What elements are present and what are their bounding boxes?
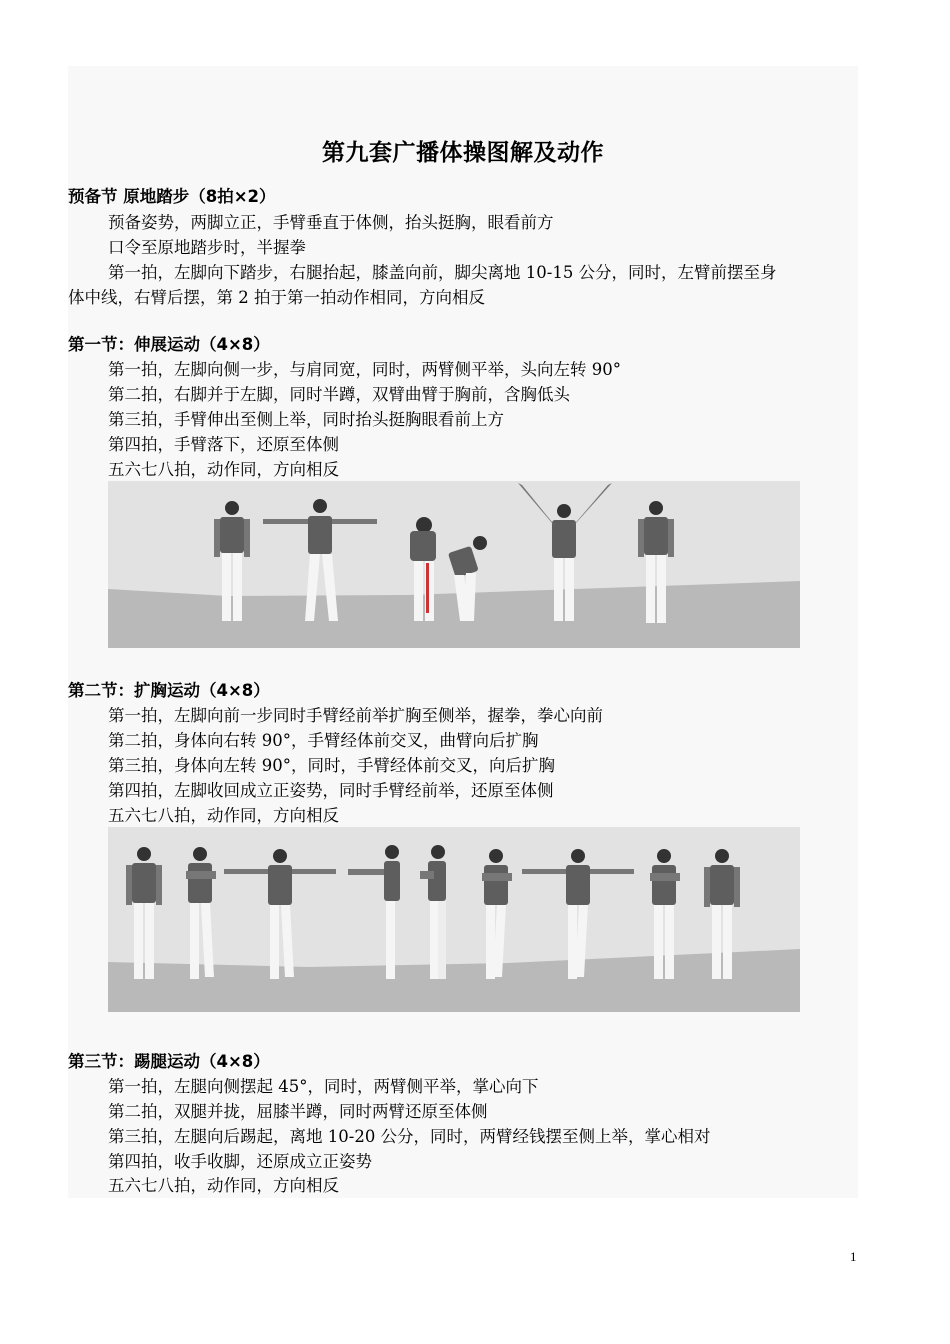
section-heading-warmup: 预备节 原地踏步（8拍×2） [68, 187, 276, 206]
paragraph-line: 第一拍，左脚向前一步同时手臂经前举扩胸至侧举，握拳，拳心向前 [108, 706, 603, 725]
paragraph-line: 口令至原地踏步时，半握拳 [108, 238, 306, 257]
paragraph-line: 第四拍，左脚收回成立正姿势，同时手臂经前举，还原至体侧 [108, 781, 554, 800]
paragraph-line: 第二拍，右脚并于左脚，同时半蹲，双臂曲臂于胸前，含胸低头 [108, 385, 570, 404]
section-heading-kick: 第三节：踢腿运动（4×8） [68, 1052, 270, 1071]
section-heading-stretch: 第一节：伸展运动（4×8） [68, 335, 270, 354]
paragraph-line: 第二拍，双腿并拢，屈膝半蹲，同时两臂还原至体侧 [108, 1102, 488, 1121]
paragraph-line: 五六七八拍，动作同，方向相反 [108, 806, 339, 825]
paragraph-line: 第二拍，身体向右转 90°，手臂经体前交叉，曲臂向后扩胸 [108, 731, 539, 750]
page-number: 1 [850, 1249, 857, 1264]
chest-exercise-figure [108, 827, 800, 1012]
paragraph-line: 第四拍，手臂落下，还原至体侧 [108, 435, 339, 454]
paragraph-line: 体中线，右臂后摆，第 2 拍于第一拍动作相同，方向相反 [68, 288, 485, 307]
paragraph-line: 第三拍，手臂伸出至侧上举，同时抬头挺胸眼看前上方 [108, 410, 504, 429]
paragraph-line: 第四拍，收手收脚，还原成立正姿势 [108, 1152, 372, 1171]
paragraph-line: 第一拍，左脚向下踏步，右腿抬起，膝盖向前，脚尖离地 10-15 公分，同时，左臂前摆至身 [108, 263, 777, 282]
stretch-exercise-figure [108, 481, 800, 648]
paragraph-line: 第三拍，身体向左转 90°，同时，手臂经体前交叉，向后扩胸 [108, 756, 555, 775]
paragraph-line: 五六七八拍，动作同，方向相反 [108, 1176, 339, 1195]
paragraph-line: 第一拍，左脚向侧一步，与肩同宽，同时，两臂侧平举，头向左转 90° [108, 360, 621, 379]
section-heading-chest: 第二节：扩胸运动（4×8） [68, 681, 270, 700]
paragraph-line: 第三拍，左腿向后踢起，离地 10-20 公分，同时，两臂经钱摆至侧上举，掌心相对 [108, 1127, 711, 1146]
document-title: 第九套广播体操图解及动作 [322, 140, 604, 166]
paragraph-line: 预备姿势，两脚立正，手臂垂直于体侧，抬头挺胸，眼看前方 [108, 213, 554, 232]
paragraph-line: 五六七八拍，动作同，方向相反 [108, 460, 339, 479]
paragraph-line: 第一拍，左腿向侧摆起 45°，同时，两臂侧平举，掌心向下 [108, 1077, 539, 1096]
